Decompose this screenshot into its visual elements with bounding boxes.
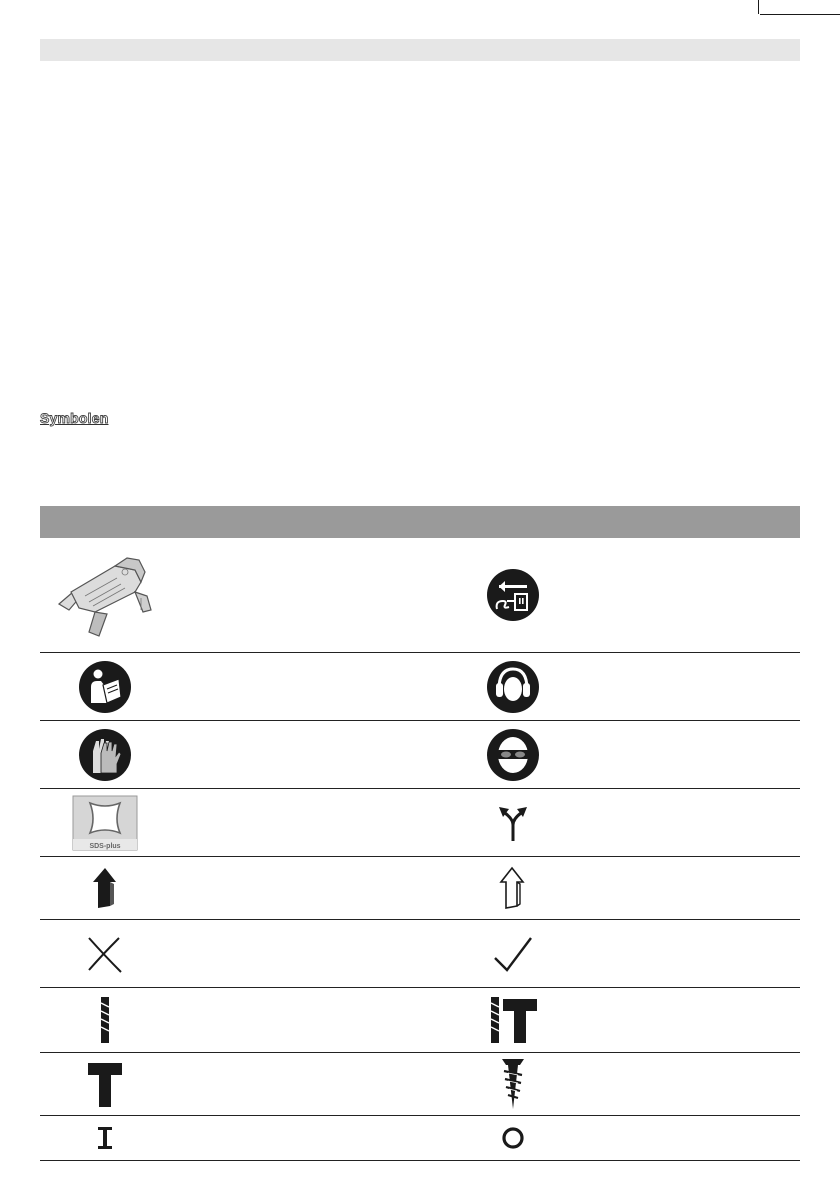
table-row xyxy=(40,857,800,920)
check-mark-icon xyxy=(458,920,568,987)
cross-mark-icon xyxy=(50,920,160,987)
table-row xyxy=(40,1116,800,1161)
table-row xyxy=(40,653,800,721)
section-heading: Symbolen xyxy=(40,410,109,426)
switch-on-icon xyxy=(50,1116,160,1160)
table-row xyxy=(40,538,800,653)
screw-icon xyxy=(458,1053,568,1115)
top-header-bar xyxy=(40,39,800,61)
arrow-up-filled-icon xyxy=(50,857,160,919)
sds-plus-label: SDS-plus xyxy=(89,842,121,850)
wear-gloves-icon xyxy=(50,721,160,788)
symbol-table xyxy=(40,538,800,1161)
eye-protection-icon xyxy=(458,721,568,788)
table-row xyxy=(40,721,800,789)
arrow-up-outline-icon xyxy=(458,857,568,919)
table-row xyxy=(40,1053,800,1116)
read-manual-icon xyxy=(50,653,160,720)
direction-choice-icon xyxy=(458,789,568,856)
table-row xyxy=(40,789,800,857)
unplug-before-work-icon xyxy=(458,538,568,652)
ear-protection-icon xyxy=(458,653,568,720)
table-row xyxy=(40,988,800,1053)
rotary-hammer-drill-icon xyxy=(50,538,160,652)
drill-bit-icon xyxy=(50,988,160,1052)
symbol-table-header xyxy=(40,506,800,538)
table-row xyxy=(40,920,800,988)
hammer-drill-icon xyxy=(458,988,568,1052)
sds-plus-icon xyxy=(50,789,160,856)
crop-mark-vertical xyxy=(758,0,759,14)
switch-off-icon xyxy=(458,1116,568,1160)
chisel-hammer-icon xyxy=(50,1053,160,1115)
crop-mark-horizontal xyxy=(760,14,840,15)
